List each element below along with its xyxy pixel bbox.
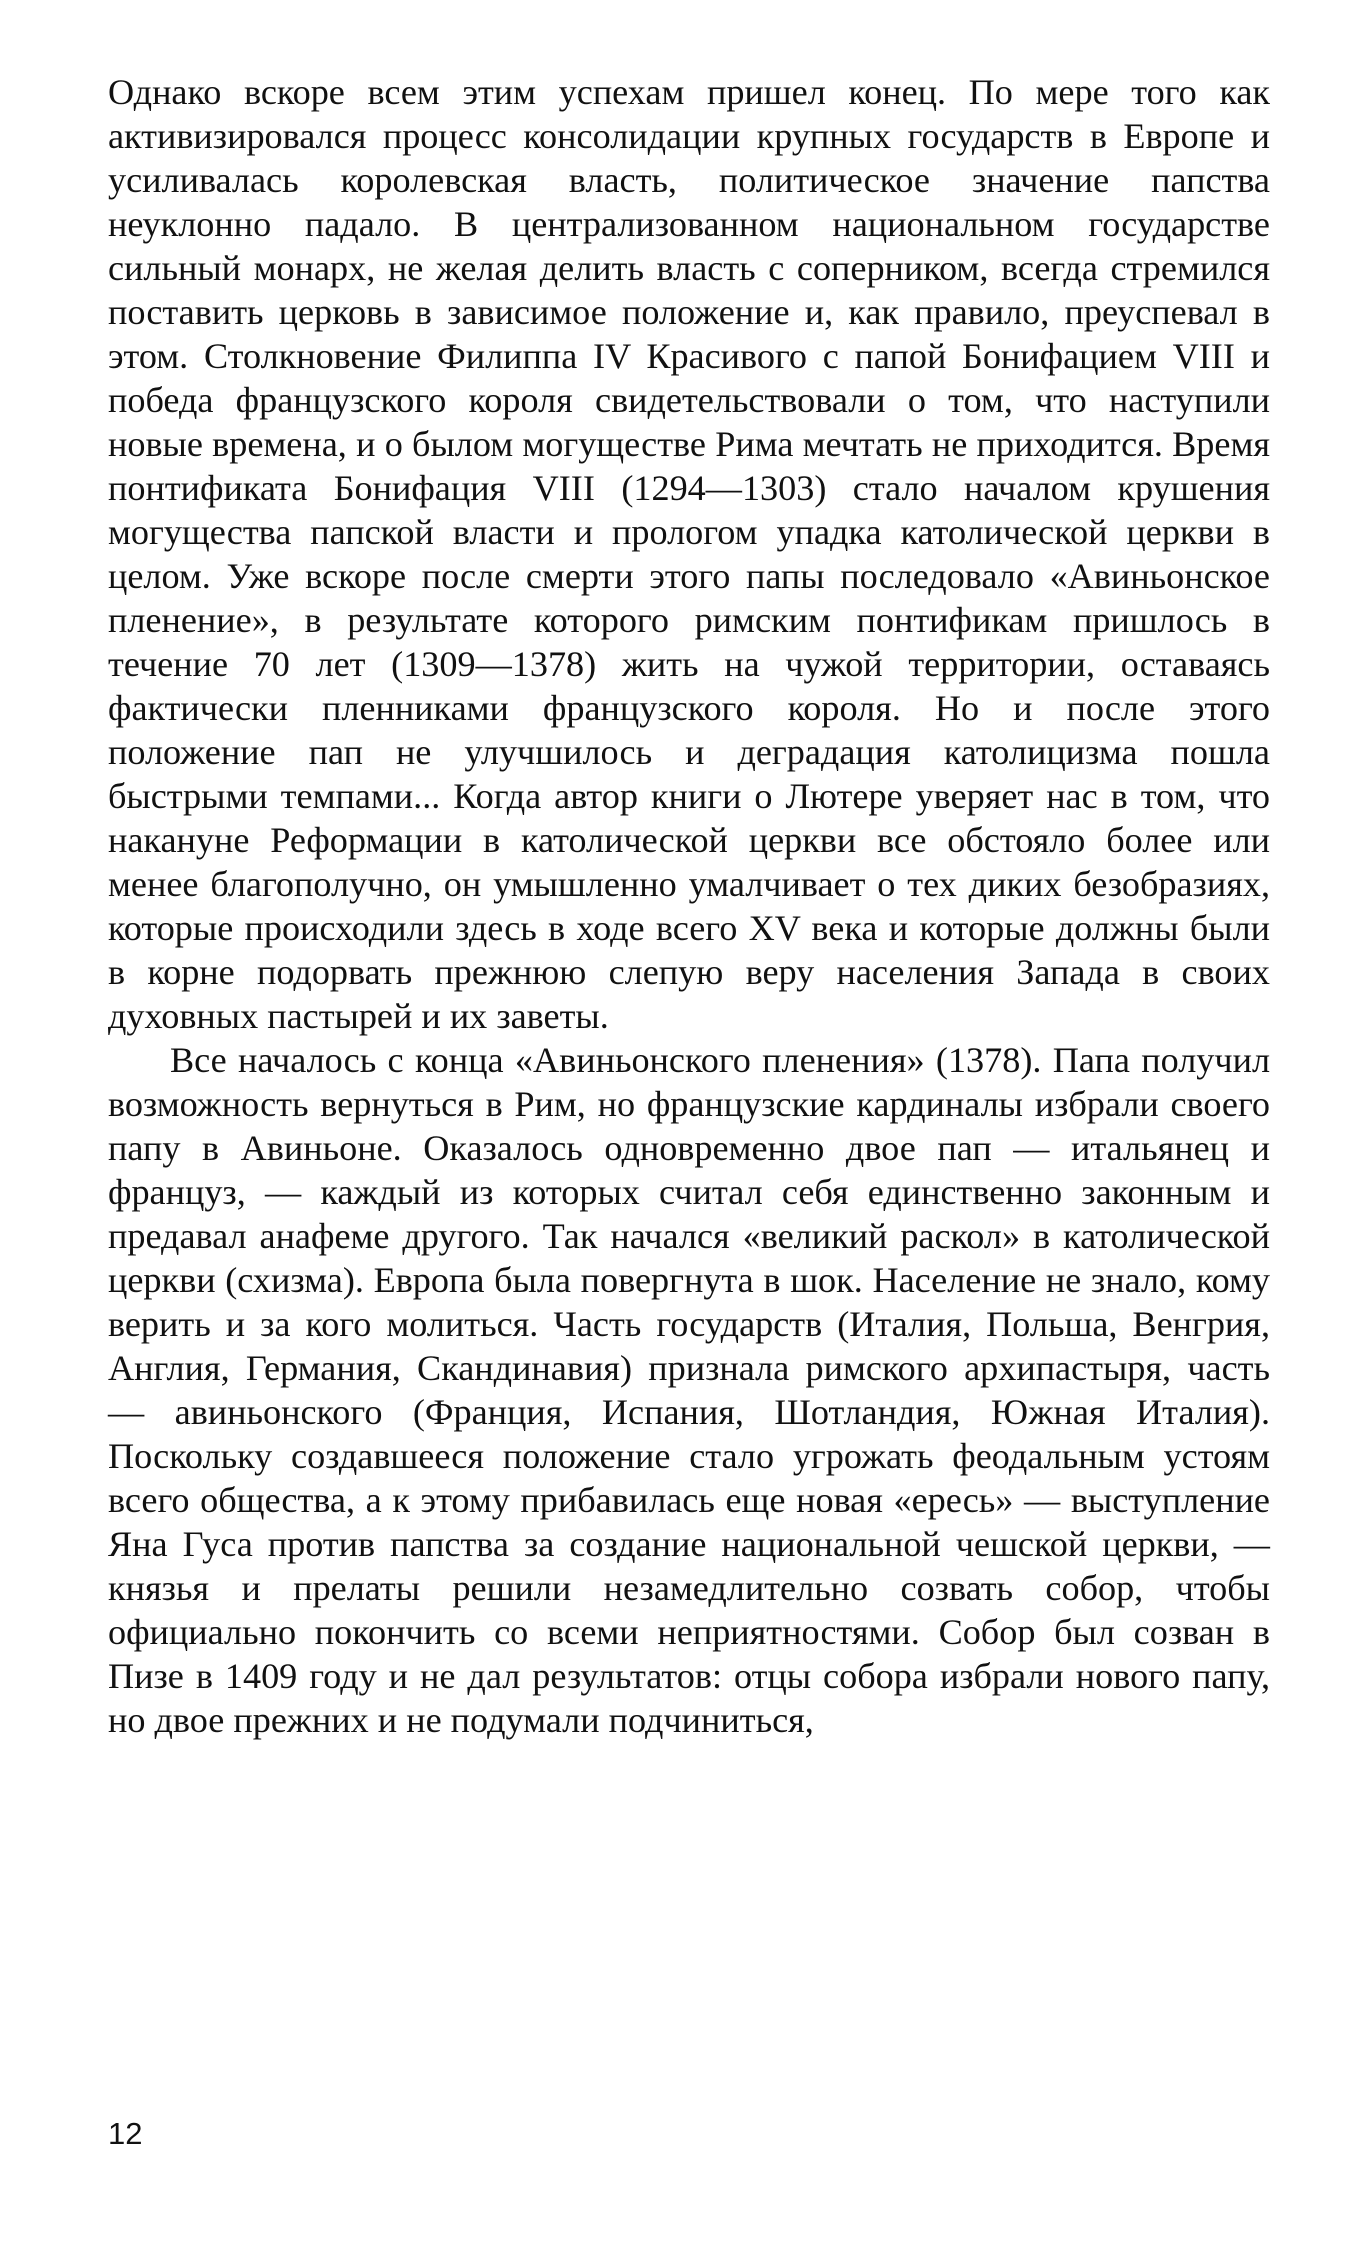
body-text xyxy=(108,70,1270,1742)
page-number: 12 xyxy=(108,2116,143,2151)
paragraph-1: Однако вскоре всем этим успехам пришел конец. По мере того как активизировался процесс консолидации крупных государств в Европе и усиливалась королевская власть, политическое значение папства неуклонно падало. В централизованном национальном государстве сильный монарх, не желая делить власть с соперником, всегда стремился поставить церковь в зависимое положение и, как правило, преуспевал в этом. Столкновение Филиппа IV Красивого с папой Бонифацием VIII и победа французского короля свидетельствовали о том, что наступили новые времена, и о былом могуществе Рима мечтать не приходится. Время понтификата Бонифация VIII (1294—1303) стало началом крушения могущества папской власти и прологом упадка католической церкви в целом. Уже вскоре после смерти этого папы последовало «Авиньонское пленение», в результате которого римским понтификам пришлось в течение 70 лет (1309—1378) жить на чужой территории, оставаясь фактически пленниками французского короля. Но и после этого положение пап не улучшилось и деградация католицизма пошла быстрыми темпами... Когда автор книги о Лютере уверяет нас в том, что накануне Реформации в католической церкви все обстояло более или менее благополучно, он умышленно умалчивает о тех диких безобразиях, которые происходили здесь в ходе всего XV века и которые должны были в корне подорвать прежнюю слепую веру населения Запада в своих духовных пастырей и их заветы. xyxy=(108,72,1270,1036)
paragraph-2: Все началось с конца «Авиньонского пленения» (1378). Папа получил возможность вернуться в Рим, но французские кардиналы избрали своего папу в Авиньоне. Оказалось одновременно двое пап — итальянец и француз, — каждый из которых считал себя единственно законным и предавал анафеме другого. Так начался «великий раскол» в католической церкви (схизма). Европа была повергнута в шок. Население не знало, кому верить и за кого молиться. Часть государств (Италия, Польша, Венгрия, Англия, Германия, Скандинавия) признала римского архипастыря, часть — авиньонского (Франция, Испания, Шотландия, Южная Италия). Поскольку создавшееся положение стало угрожать феодальным устоям всего общества, а к этому прибавилась еще новая «ересь» — выступление Яна Гуса против папства за создание национальной чешской церкви, — князья и прелаты решили незамедлительно созвать собор, чтобы официально покончить со всеми неприятностями. Собор был созван в Пизе в 1409 году и не дал результатов: отцы собора избрали нового папу, но двое прежних и не подумали подчиниться, xyxy=(108,1040,1270,1740)
